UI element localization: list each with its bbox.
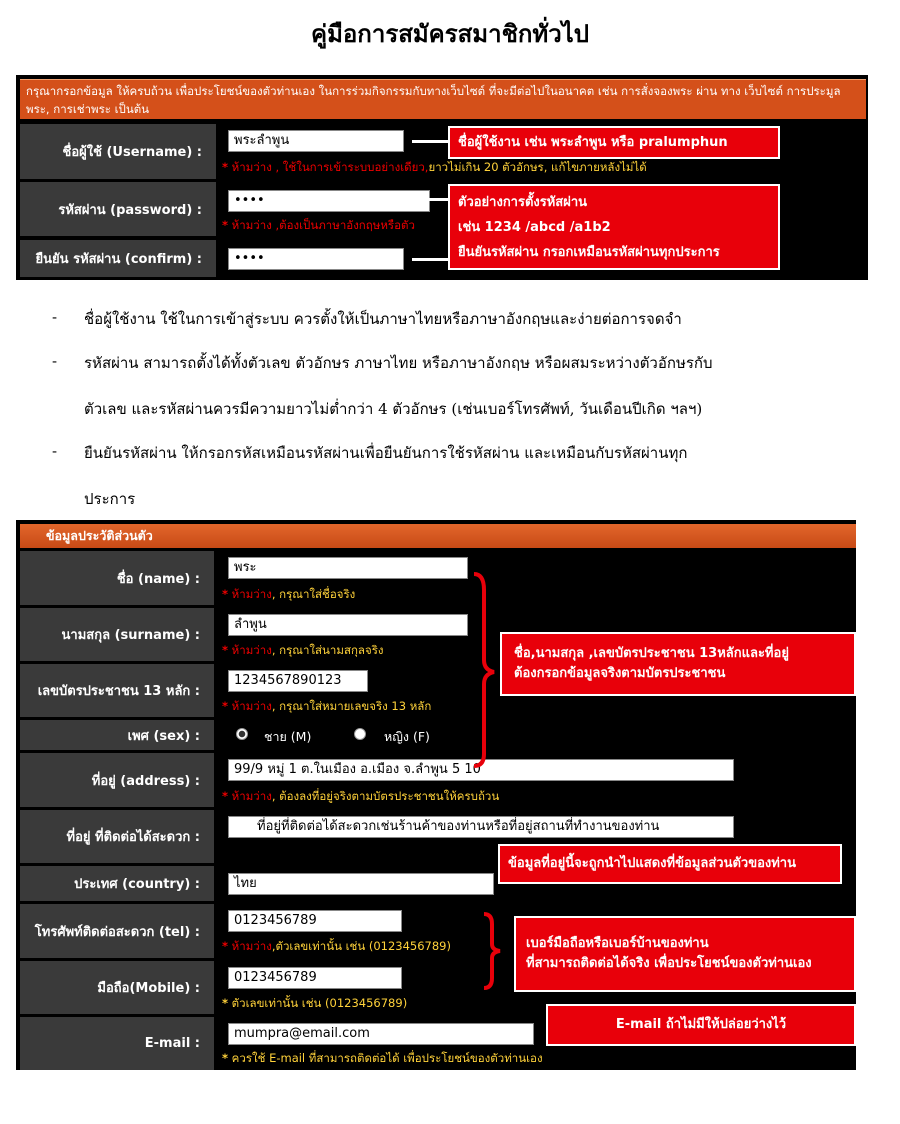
contact-address-callout: ข้อมูลที่อยู่นี้จะถูกนำไปแสดงที่ข้อมูลส่วนตัวของท่าน — [498, 844, 842, 884]
tel-hint: * ห้ามว่าง,ตัวเลขเท่านั้น เช่น (0123456789) — [222, 939, 451, 953]
profile-section-title: ข้อมูลประวัติส่วนตัว — [20, 524, 856, 548]
callout-connector — [412, 258, 448, 261]
bullet-password: รหัสผ่าน สามารถตั้งได้ทั้งตัวเลข ตัวอักษร ภาษาไทย หรือภาษาอังกฤษ หรือผสมระหว่างตัวอักษรกับ — [84, 354, 713, 372]
address-value: 99/9 หมู่ 1 ต.ในเมือง อ.เมือง จ.ลำพูน 5 — [234, 762, 465, 777]
phone-callout — [514, 916, 856, 992]
surname-label: นามสกุล (surname) : — [20, 608, 214, 661]
id-card-input[interactable]: 1234567890123 — [228, 670, 368, 692]
email-hint: * ควรใช้ E-mail ที่สามารถติดต่อได้ เพื่อประโยชน์ของตัวท่านเอง — [222, 1051, 543, 1065]
bullet-dash: - — [52, 442, 58, 460]
account-banner: กรุณากรอกข้อมูล ให้ครบถ้วน เพื่อประโยชน์ของตัวท่านเอง ในการร่วมกิจกรรมกับทางเว็บไซต์ ที่จะมีต่อไปในอนาคต เช่น การสั่งจองพระ ผ่าน ทาง เว็บไซต์ การประมูลพระ, การเช่าพระ เป็นต้น — [20, 79, 866, 119]
mobile-label: มือถือ(Mobile) : — [20, 961, 214, 1014]
mobile-input[interactable]: 0123456789 — [228, 967, 402, 989]
address-hint: * ห้ามว่าง, ต้องลงที่อยู่จริงตามบัตรประชาชนให้ครบถ้วน — [222, 789, 500, 803]
callout-line: ที่สามารถติดต่อได้จริง เพื่อประโยชน์ของตัวท่านเอง — [526, 956, 812, 971]
callout-line: ตัวอย่างการตั้งรหัสผ่าน — [458, 195, 588, 210]
country-label: ประเทศ (country) : — [20, 866, 214, 901]
password-hint: * ห้ามว่าง ,ต้องเป็นภาษาอังกฤษหรือตัว — [222, 218, 415, 232]
callout-line: ชื่อ,นามสกุล ,เลขบัตรประชาชน 13หลักและที่อยู่ — [514, 646, 789, 661]
contact-address-hint: , ที่อยู่ที่ติดต่อได้สะดวก เช่นที่ทำงาน หรือร้านค้ — [220, 845, 451, 859]
surname-input[interactable]: ลำพูน — [228, 614, 468, 636]
password-callout — [448, 184, 780, 270]
name-hint: * ห้ามว่าง, กรุณาใส่ชื่อจริง — [222, 587, 356, 601]
password-label: รหัสผ่าน (password) : — [20, 182, 216, 236]
confirm-input[interactable]: •••• — [228, 248, 404, 270]
confirm-label: ยืนยัน รหัสผ่าน (confirm) : — [20, 240, 216, 277]
email-input[interactable]: mumpra@email.com — [228, 1023, 534, 1045]
bullet-dash: - — [52, 352, 58, 370]
callout-connector — [412, 198, 448, 201]
callout-line: ยืนยันรหัสผ่าน กรอกเหมือนรหัสผ่านทุกประการ — [458, 245, 720, 260]
mobile-hint: * ตัวเลขเท่านั้น เช่น (0123456789) — [222, 996, 408, 1010]
tel-input[interactable]: 0123456789 — [228, 910, 402, 932]
callout-line: เบอร์มือถือหรือเบอร์บ้านของท่าน — [526, 936, 709, 951]
address-label: ที่อยู่ (address) : — [20, 753, 214, 807]
callout-line: เช่น 1234 /abcd /a1b2 — [458, 220, 611, 235]
username-hint: * ห้ามว่าง , ใช้ในการเข้าระบบอย่างเดียว,ยาวไม่เกิน 20 ตัวอักษร, แก้ไขภายหลังไม่ได้ — [222, 160, 647, 174]
tel-label: โทรศัพท์ติดต่อสะดวก (tel) : — [20, 904, 214, 958]
bullet-confirm: ยืนยันรหัสผ่าน ให้กรอกรหัสเหมือนรหัสผ่านเพื่อยืนยันการใช้รหัสผ่าน และเหมือนกับรหัสผ่านทุก — [84, 444, 688, 462]
bullet-dash: - — [52, 308, 58, 326]
name-input[interactable]: พระ — [228, 557, 468, 579]
id-card-hint: * ห้ามว่าง, กรุณาใส่หมายเลขจริง 13 หลัก — [222, 699, 432, 713]
sex-female-radio[interactable] — [354, 728, 366, 740]
sex-label: เพศ (sex) : — [20, 720, 214, 750]
sex-male-label: ชาย (M) — [264, 729, 312, 744]
surname-hint: * ห้ามว่าง, กรุณาใส่นามสกุลจริง — [222, 643, 384, 657]
contact-address-input[interactable]: ที่อยู่ที่ติดต่อได้สะดวกเช่นร้านค้าของท่านหรือที่อยู่สถานที่ทำงานของท่าน — [228, 816, 734, 838]
username-label: ชื่อผู้ใช้ (Username) : — [20, 124, 216, 179]
id-card-label: เลขบัตรประชาชน 13 หลัก : — [20, 664, 214, 717]
bullet-password-cont: ตัวเลข และรหัสผ่านควรมีความยาวไม่ต่ำกว่า 4 ตัวอักษร (เช่นเบอร์โทรศัพท์, วันเดือนปีเกิด ฯลฯ) — [84, 400, 703, 418]
bracket-phone — [480, 910, 506, 992]
country-select[interactable]: ไทย — [228, 873, 494, 895]
identity-callout — [500, 632, 856, 696]
email-label: E-mail : — [20, 1017, 214, 1070]
bullet-username: ชื่อผู้ใช้งาน ใช้ในการเข้าสู่ระบบ ควรตั้งให้เป็นภาษาไทยหรือภาษาอังกฤษและง่ายต่อการจดจำ — [84, 310, 682, 328]
email-callout: E-mail ถ้าไม่มีให้ปล่อยว่างไว้ — [546, 1004, 856, 1046]
username-callout: ชื่อผู้ใช้งาน เช่น พระลำพูน หรือ pralumphun — [448, 126, 780, 159]
sex-male-radio[interactable] — [236, 728, 248, 740]
bullet-confirm-cont: ประการ — [84, 490, 136, 508]
sex-female-label: หญิง (F) — [384, 729, 430, 744]
password-input[interactable]: •••• — [228, 190, 430, 212]
contact-address-label: ที่อยู่ ที่ติดต่อได้สะดวก : — [20, 810, 214, 863]
callout-line: ต้องกรอกข้อมูลจริงตามบัตรประชาชน — [514, 666, 726, 681]
username-input[interactable]: พระลำพูน — [228, 130, 404, 152]
bracket-identity — [470, 570, 500, 770]
name-label: ชื่อ (name) : — [20, 551, 214, 605]
address-value-tail: 10 — [464, 762, 481, 777]
callout-connector — [412, 140, 448, 143]
page-title: คู่มือการสมัครสมาชิกทั่วไป — [311, 19, 589, 48]
